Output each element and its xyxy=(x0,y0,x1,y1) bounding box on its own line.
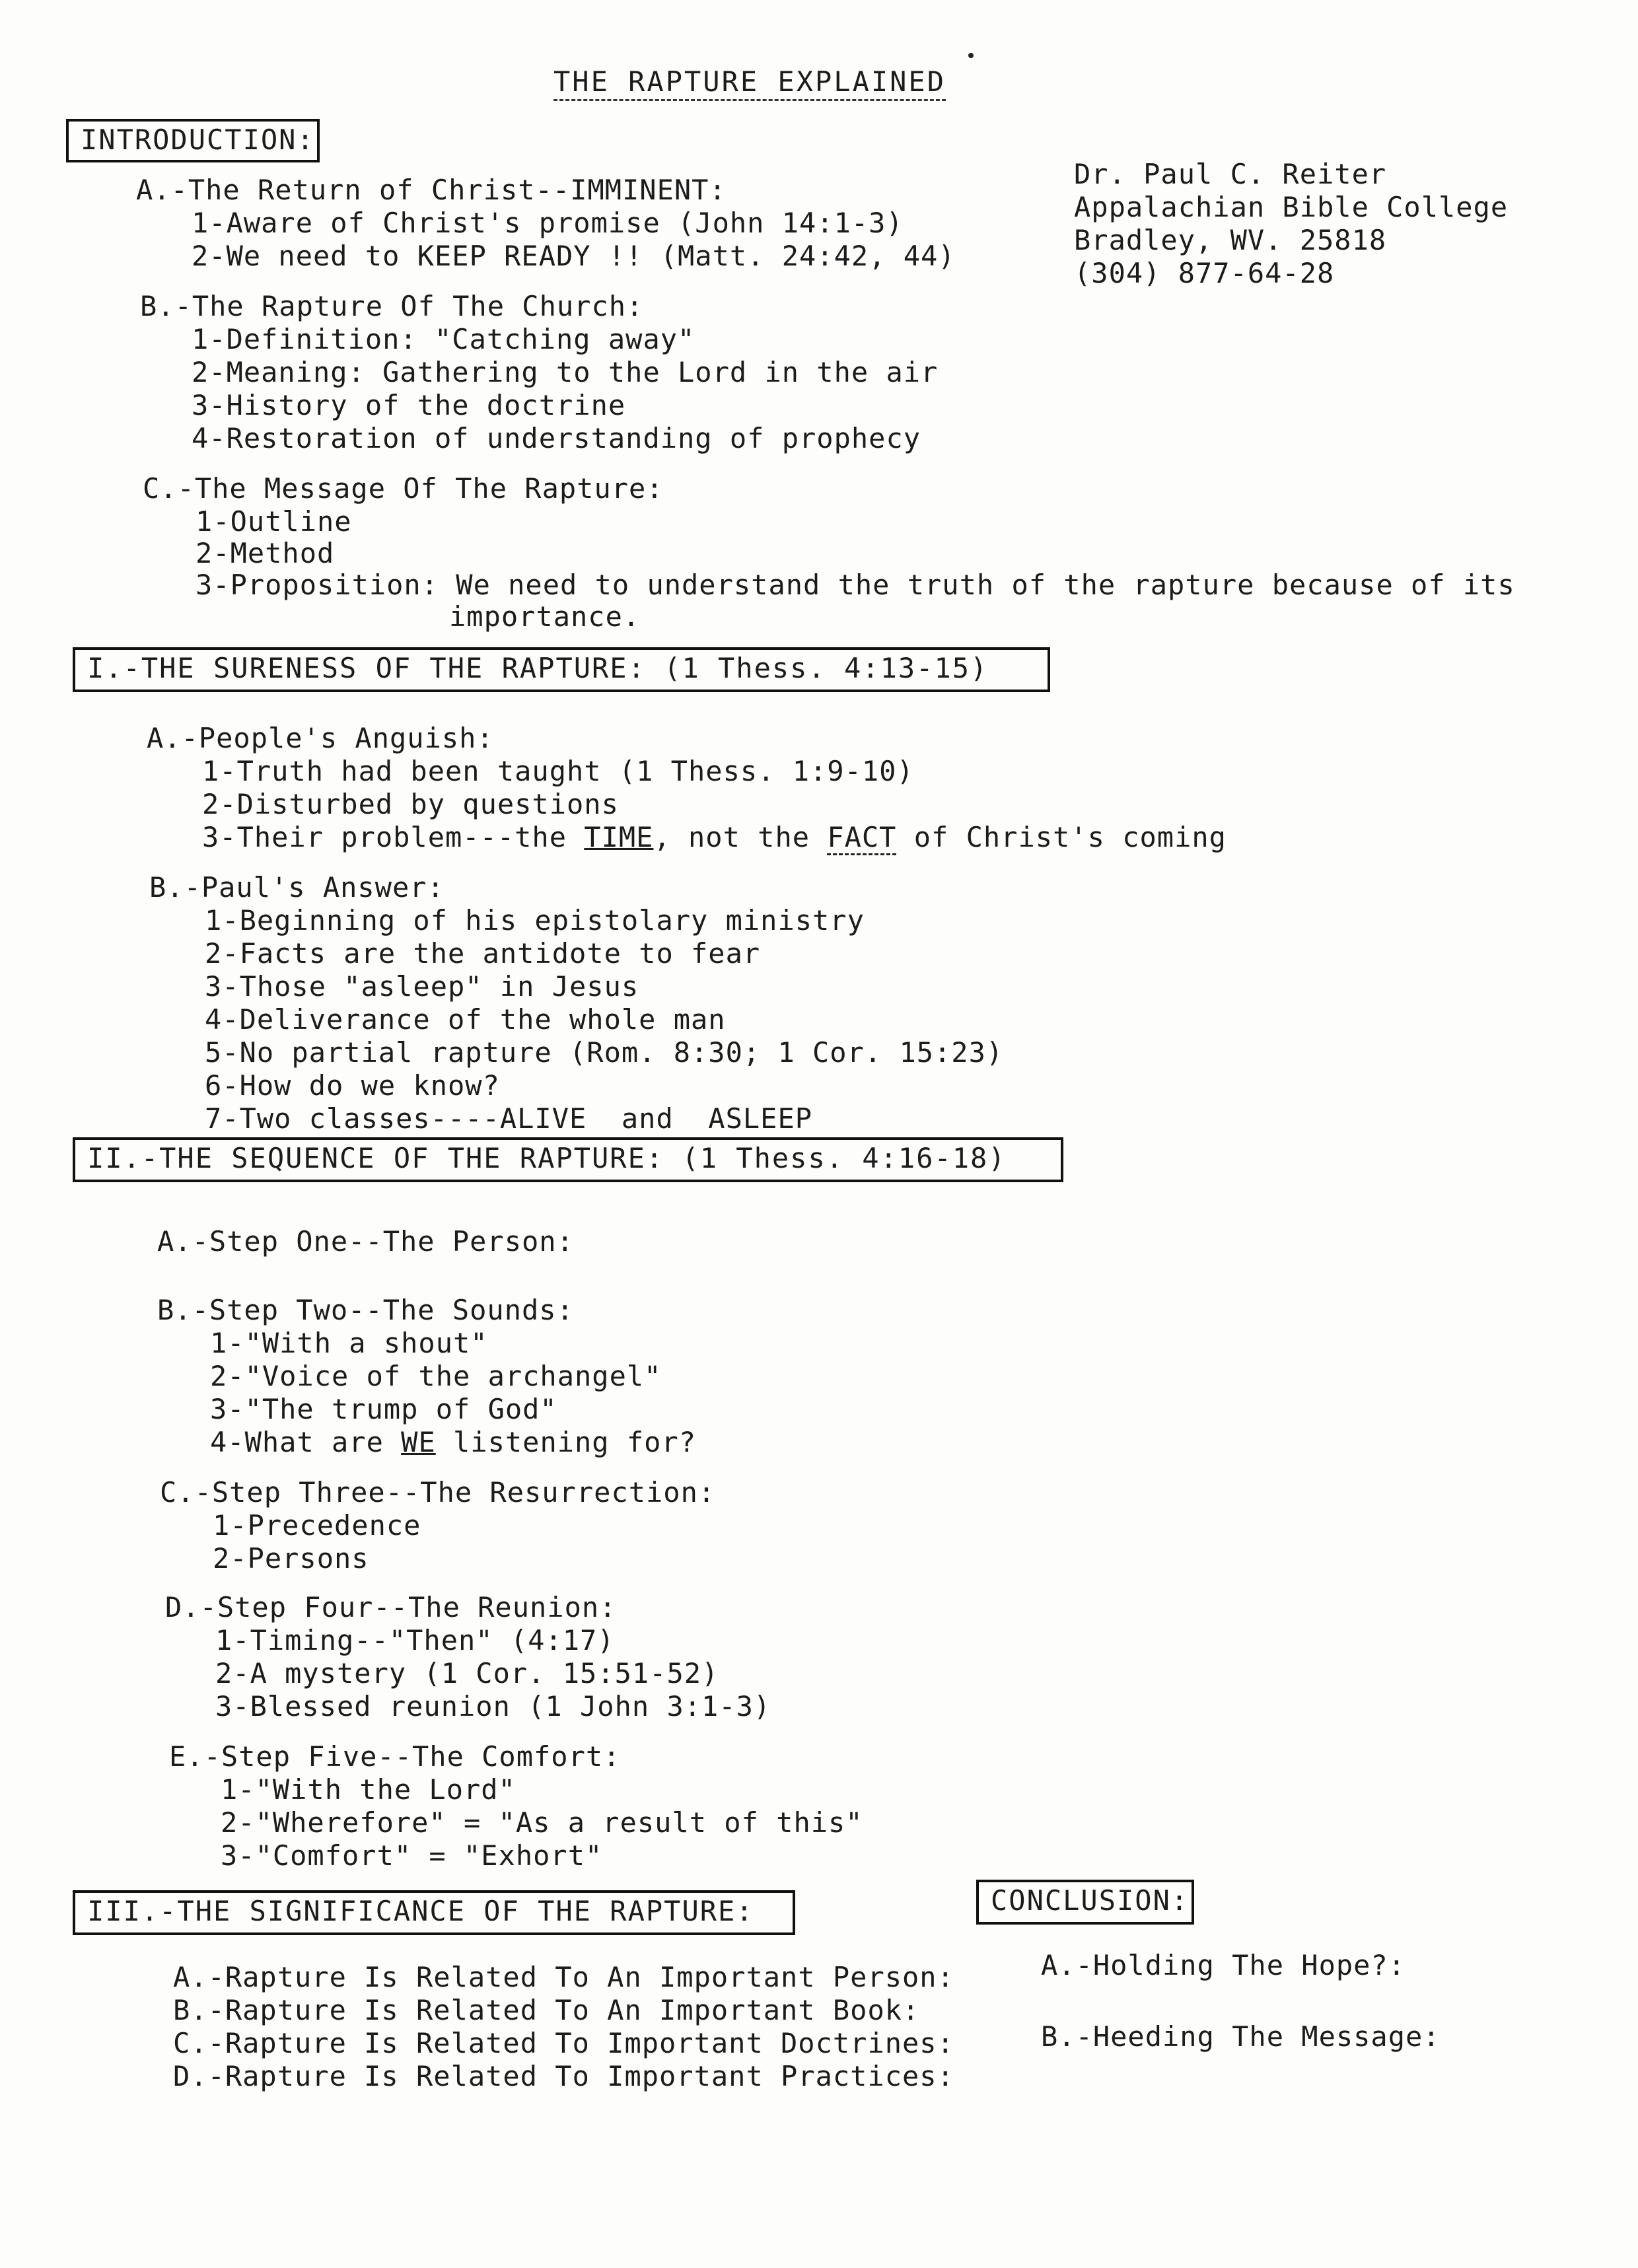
s2-e-item: 2-"Wherefore" = "As a result of this" xyxy=(221,1806,863,1839)
s3-item: C.-Rapture Is Related To Important Doctrines: xyxy=(173,2027,954,2059)
s2-d-item: 1-Timing--"Then" (4:17) xyxy=(215,1624,615,1656)
s2-b-label: B.-Step Two--The Sounds: xyxy=(157,1294,574,1326)
s2-d-label: D.-Step Four--The Reunion: xyxy=(165,1591,617,1623)
intro-a-item: 2-We need to KEEP READY !! (Matt. 24:42, 44) xyxy=(192,240,956,272)
s2-a-label: A.-Step One--The Person: xyxy=(157,1225,574,1258)
intro-c-continuation: importance. xyxy=(449,600,641,633)
intro-b-item: 1-Definition: "Catching away" xyxy=(192,323,695,355)
intro-b-item: 2-Meaning: Gathering to the Lord in the air xyxy=(192,356,939,388)
intro-c-item: 3-Proposition: We need to understand the truth of the rapture because of its xyxy=(196,569,1515,601)
s1-b-item: 1-Beginning of his epistolary ministry xyxy=(205,904,865,937)
s2-e-item: 3-"Comfort" = "Exhort" xyxy=(221,1839,603,1872)
intro-a-label: A.-The Return of Christ--IMMINENT: xyxy=(136,174,727,206)
s1-b-item: 7-Two classes----ALIVE and ASLEEP xyxy=(205,1102,813,1135)
author-org: Appalachian Bible College xyxy=(1074,191,1509,223)
s1-a-item xyxy=(202,822,1227,853)
intro-b-item: 4-Restoration of understanding of prophecy xyxy=(192,422,921,454)
emphasis-fact: FACT xyxy=(827,821,896,855)
s1-b-label: B.-Paul's Answer: xyxy=(149,871,445,904)
item-text: , not the xyxy=(653,821,828,853)
s2-b-item: 3-"The trump of God" xyxy=(210,1393,557,1425)
author-city: Bradley, WV. 25818 xyxy=(1074,224,1387,256)
section-1-heading: I.-THE SURENESS OF THE RAPTURE: (1 Thess. 4:13-15) xyxy=(73,647,1050,692)
emphasis-time: TIME xyxy=(584,821,654,853)
s2-b-item xyxy=(210,1427,696,1458)
s2-d-item: 2-A mystery (1 Cor. 15:51-52) xyxy=(215,1657,719,1689)
s3-item: A.-Rapture Is Related To An Important Person: xyxy=(173,1961,954,1993)
conclusion-item: A.-Holding The Hope?: xyxy=(1041,1949,1406,1981)
s2-e-item: 1-"With the Lord" xyxy=(221,1773,516,1806)
s2-c-item: 1-Precedence xyxy=(213,1509,421,1542)
item-text: 3-Their problem---the xyxy=(202,821,585,853)
s3-item: B.-Rapture Is Related To An Important Book: xyxy=(173,1994,920,2026)
item-text: 4-What are xyxy=(210,1426,402,1458)
s1-a-item: 2-Disturbed by questions xyxy=(202,788,619,820)
author-name: Dr. Paul C. Reiter xyxy=(1074,158,1387,190)
s1-b-item: 2-Facts are the antidote to fear xyxy=(205,937,761,970)
intro-c-item: 1-Outline xyxy=(196,505,352,538)
s1-a-label: A.-People's Anguish: xyxy=(147,722,494,754)
s1-a-item: 1-Truth had been taught (1 Thess. 1:9-10) xyxy=(202,755,914,787)
ink-speck xyxy=(968,53,974,58)
intro-heading: INTRODUCTION: xyxy=(66,119,320,162)
s2-b-item: 1-"With a shout" xyxy=(210,1327,488,1359)
s2-e-label: E.-Step Five--The Comfort: xyxy=(169,1740,621,1773)
s1-b-item: 3-Those "asleep" in Jesus xyxy=(205,970,639,1003)
item-text: of Christ's coming xyxy=(896,821,1227,853)
s3-item: D.-Rapture Is Related To Important Practices: xyxy=(173,2060,954,2092)
s2-b-item: 2-"Voice of the archangel" xyxy=(210,1360,662,1392)
intro-b-item: 3-History of the doctrine xyxy=(192,389,626,421)
emphasis-we: WE xyxy=(401,1426,436,1458)
s1-b-item: 6-How do we know? xyxy=(205,1069,500,1102)
intro-b-label: B.-The Rapture Of The Church: xyxy=(140,290,644,322)
intro-a-item: 1-Aware of Christ's promise (John 14:1-3) xyxy=(192,207,904,239)
s2-d-item: 3-Blessed reunion (1 John 3:1-3) xyxy=(215,1690,771,1722)
item-text: listening for? xyxy=(435,1426,697,1458)
page-title: THE RAPTURE EXPLAINED xyxy=(553,66,946,101)
conclusion-item: B.-Heeding The Message: xyxy=(1041,2020,1441,2053)
intro-c-item: 2-Method xyxy=(196,537,335,569)
s1-b-item: 5-No partial rapture (Rom. 8:30; 1 Cor. 15:23) xyxy=(205,1036,1004,1069)
intro-c-label: C.-The Message Of The Rapture: xyxy=(143,472,664,505)
author-phone: (304) 877-64-28 xyxy=(1074,257,1335,289)
s1-b-item: 4-Deliverance of the whole man xyxy=(205,1003,726,1036)
conclusion-heading: CONCLUSION: xyxy=(976,1880,1194,1925)
s2-c-item: 2-Persons xyxy=(213,1542,369,1575)
section-2-heading: II.-THE SEQUENCE OF THE RAPTURE: (1 Thess. 4:16-18) xyxy=(73,1137,1063,1182)
s2-c-label: C.-Step Three--The Resurrection: xyxy=(160,1476,716,1508)
section-3-heading: III.-THE SIGNIFICANCE OF THE RAPTURE: xyxy=(73,1890,795,1935)
